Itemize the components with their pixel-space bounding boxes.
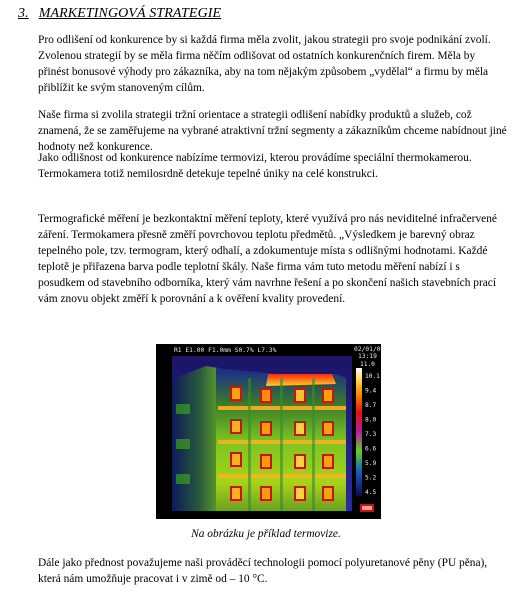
scale-label: 5.2	[365, 474, 377, 482]
scale-label: 4.5	[365, 489, 377, 496]
thermogram-image	[156, 344, 385, 519]
camera-readout: R1 E1.00 F1.0mm S0.7% L7.3%	[174, 347, 277, 354]
left-building	[172, 366, 218, 511]
temperature-scale-bar	[356, 368, 362, 496]
scale-label: 5.9	[365, 460, 377, 467]
scale-label: 7.3	[365, 431, 377, 438]
section-number: 3.	[18, 6, 29, 21]
paragraph-differentiation: Pro odlišení od konkurence by si každá firma měla zvolit, jakou strategii pro svoje podnikání zvolí. Zvolenou strategií by se měla firma něčím odlišovat od ostatních konkurenčních firem. Měla by přinést bonusové výhody pro zákazníka, aby na tom nějakým způsobem „vydělal“ a firmu by měla přiblížit ke svým stanoveným cílům.	[38, 34, 491, 94]
paragraph-thermography-offer: Jako odlišnost od konkurence nabízíme termovizi, kterou provádíme speciální thermokamerou. Termokamera totiž nemilosrdně detekuje tepelné úniky na celé konstrukci.	[38, 152, 472, 180]
image-caption: Na obrázku je příklad termovize.	[191, 528, 341, 540]
section-heading	[18, 6, 221, 22]
scale-label: 10.1	[365, 373, 380, 380]
paragraph-thermography-method: Termografické měření je bezkontaktní měření teploty, které využívá pro nás neviditelné infračervené záření. Termokamera přesně změří povrchovou teplotu předmětů. „Výsledkem je barevný obraz tepelného pole, tzv. termogram, který odhalí, a zdokumentuje místa s odlišnými hodnotami. Každé teplotě je přiřazena barva podle teplotní škály. Naše firma vám tuto metodu měření nabízí i s posudkem od stavebního odborníka, který vám navrhne řešení a po skončení našich stavebních prací vám znovu objekt změří k porovnání a k ověření kvality provedení.	[38, 213, 497, 305]
scale-label: 6.6	[365, 445, 377, 453]
section-title: MARKETINGOVÁ STRATEGIE	[38, 6, 222, 21]
scale-label: 8.0	[365, 416, 377, 424]
roof-hot-zone	[266, 374, 336, 386]
paragraph-strategy: Naše firma si zvolila strategii tržní orientace a strategii odlišení nabídky produktů a služeb, což znamená, že se zaměřujeme na vybrané atraktivní tržní segmenty a zákazníkům chceme nabídnout jiné hodnoty než konkurence.	[38, 109, 507, 153]
scale-top-label: 11.0	[360, 361, 375, 368]
scale-label: 9.4	[365, 387, 377, 395]
paragraph-technology: Dále jako přednost považujeme naši prováděcí technologii pomocí polyuretanové pěny (PU pěna), která nám umožňuje pracovat i v zimě od – 10 °C.	[38, 557, 488, 585]
camera-date: 02/01/09	[354, 346, 385, 353]
camera-time: 13:19	[358, 353, 377, 360]
scale-label: 8.7	[365, 402, 377, 409]
